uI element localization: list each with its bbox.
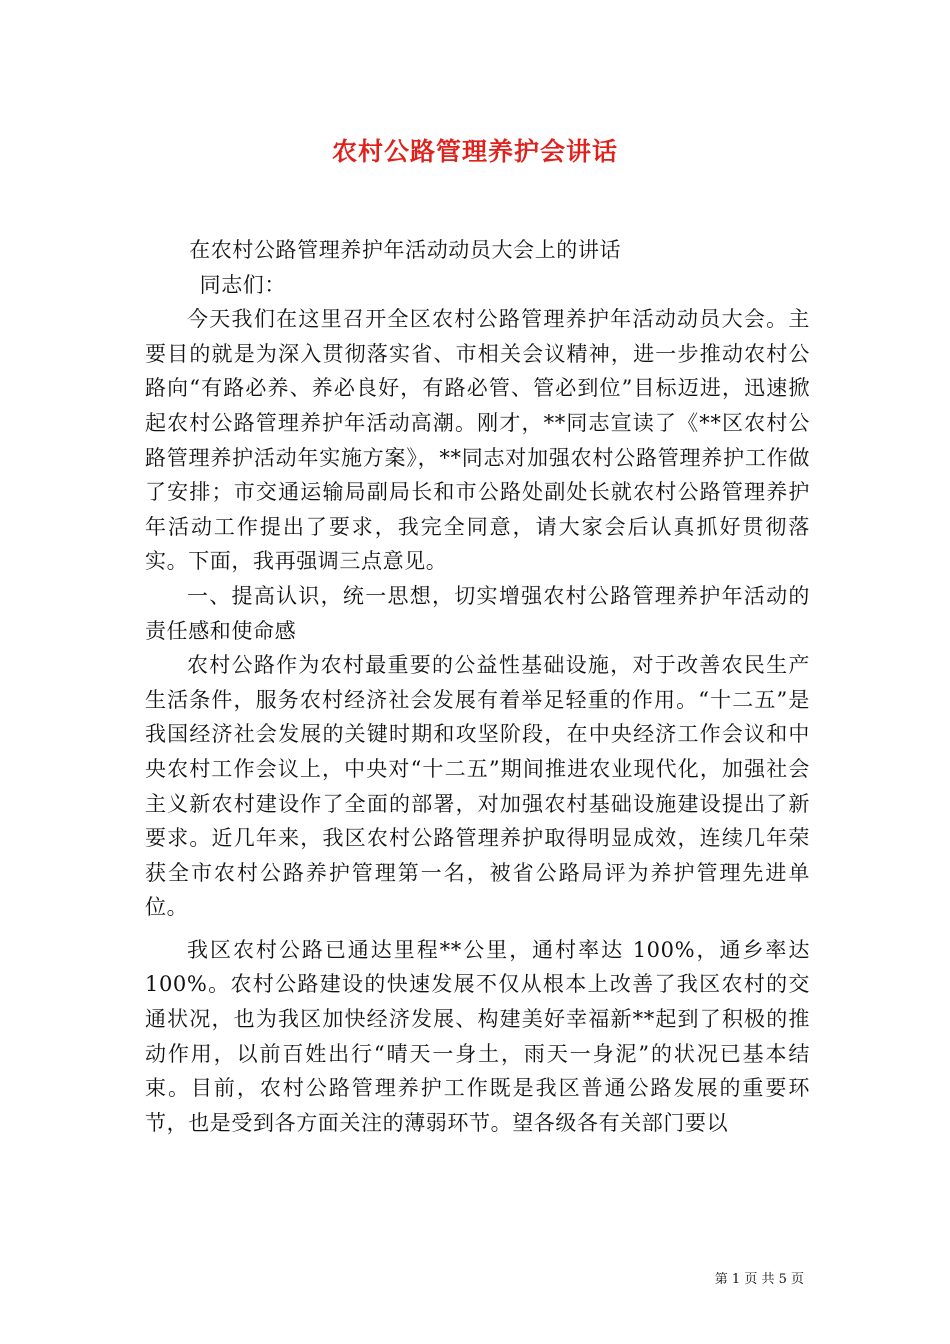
document-body (145, 233, 810, 1140)
paragraph-background: 农村公路作为农村最重要的公益性基础设施，对于改善农民生产生活条件，服务农村经济社会发展有着举足轻重的作用。“十二五”是我国经济社会发展的关键时期和攻坚阶段，在中央经济工作会议和中央农村工作会议上，中央对“十二五”期间推进农业现代化，加强社会主义新农村建设作了全面的部署，对加强农村基础设施建设提出了新要求。近几年来，我区农村公路管理养护取得明显成效，连续几年荣获全市农村公路养护管理第一名，被省公路局评为养护管理先进单位。 (145, 653, 810, 920)
document-subtitle: 在农村公路管理养护年活动动员大会上的讲话 (189, 238, 622, 262)
greeting: 同志们： (199, 272, 286, 297)
paragraph-intro: 今天我们在这里召开全区农村公路管理养护年活动动员大会。主要目的就是为深入贯彻落实省、市相关会议精神，进一步推动农村公路向“有路必养、养必良好，有路必管、管必到位”目标迈进，迅速掀起农村公路管理养护年活动高潮。刚才，**同志宣读了《**区农村公路管理养护活动年实施方案》，**同志对加强农村公路管理养护工作做了安排；市交通运输局副局长和市公路处副处长就农村公路管理养护年活动工作提出了要求，我完全同意，请大家会后认真抓好贯彻落实。下面，我再强调三点意见。 (145, 307, 810, 574)
page-title: 农村公路管理养护会讲话 (331, 137, 618, 166)
page-number: 第 1 页 共 5 页 (714, 1272, 804, 1287)
paragraph-status: 我区农村公路已通达里程**公里，通村率达 100%，通乡率达 100%。农村公路建设的快速发展不仅从根本上改善了我区农村的交通状况，也为我区加快经济发展、构建美好幸福新**起到了积极的推动作用，以前百姓出行“晴天一身土，雨天一身泥”的状况已基本结束。目前，农村公路管理养护工作既是我区普通公路发展的重要环节，也是受到各方面关注的薄弱环节。望各级各有关部门要以 (145, 937, 810, 1135)
section-heading-1: 一、提高认识，统一思想，切实增强农村公路管理养护年活动的责任感和使命感 (145, 583, 810, 643)
